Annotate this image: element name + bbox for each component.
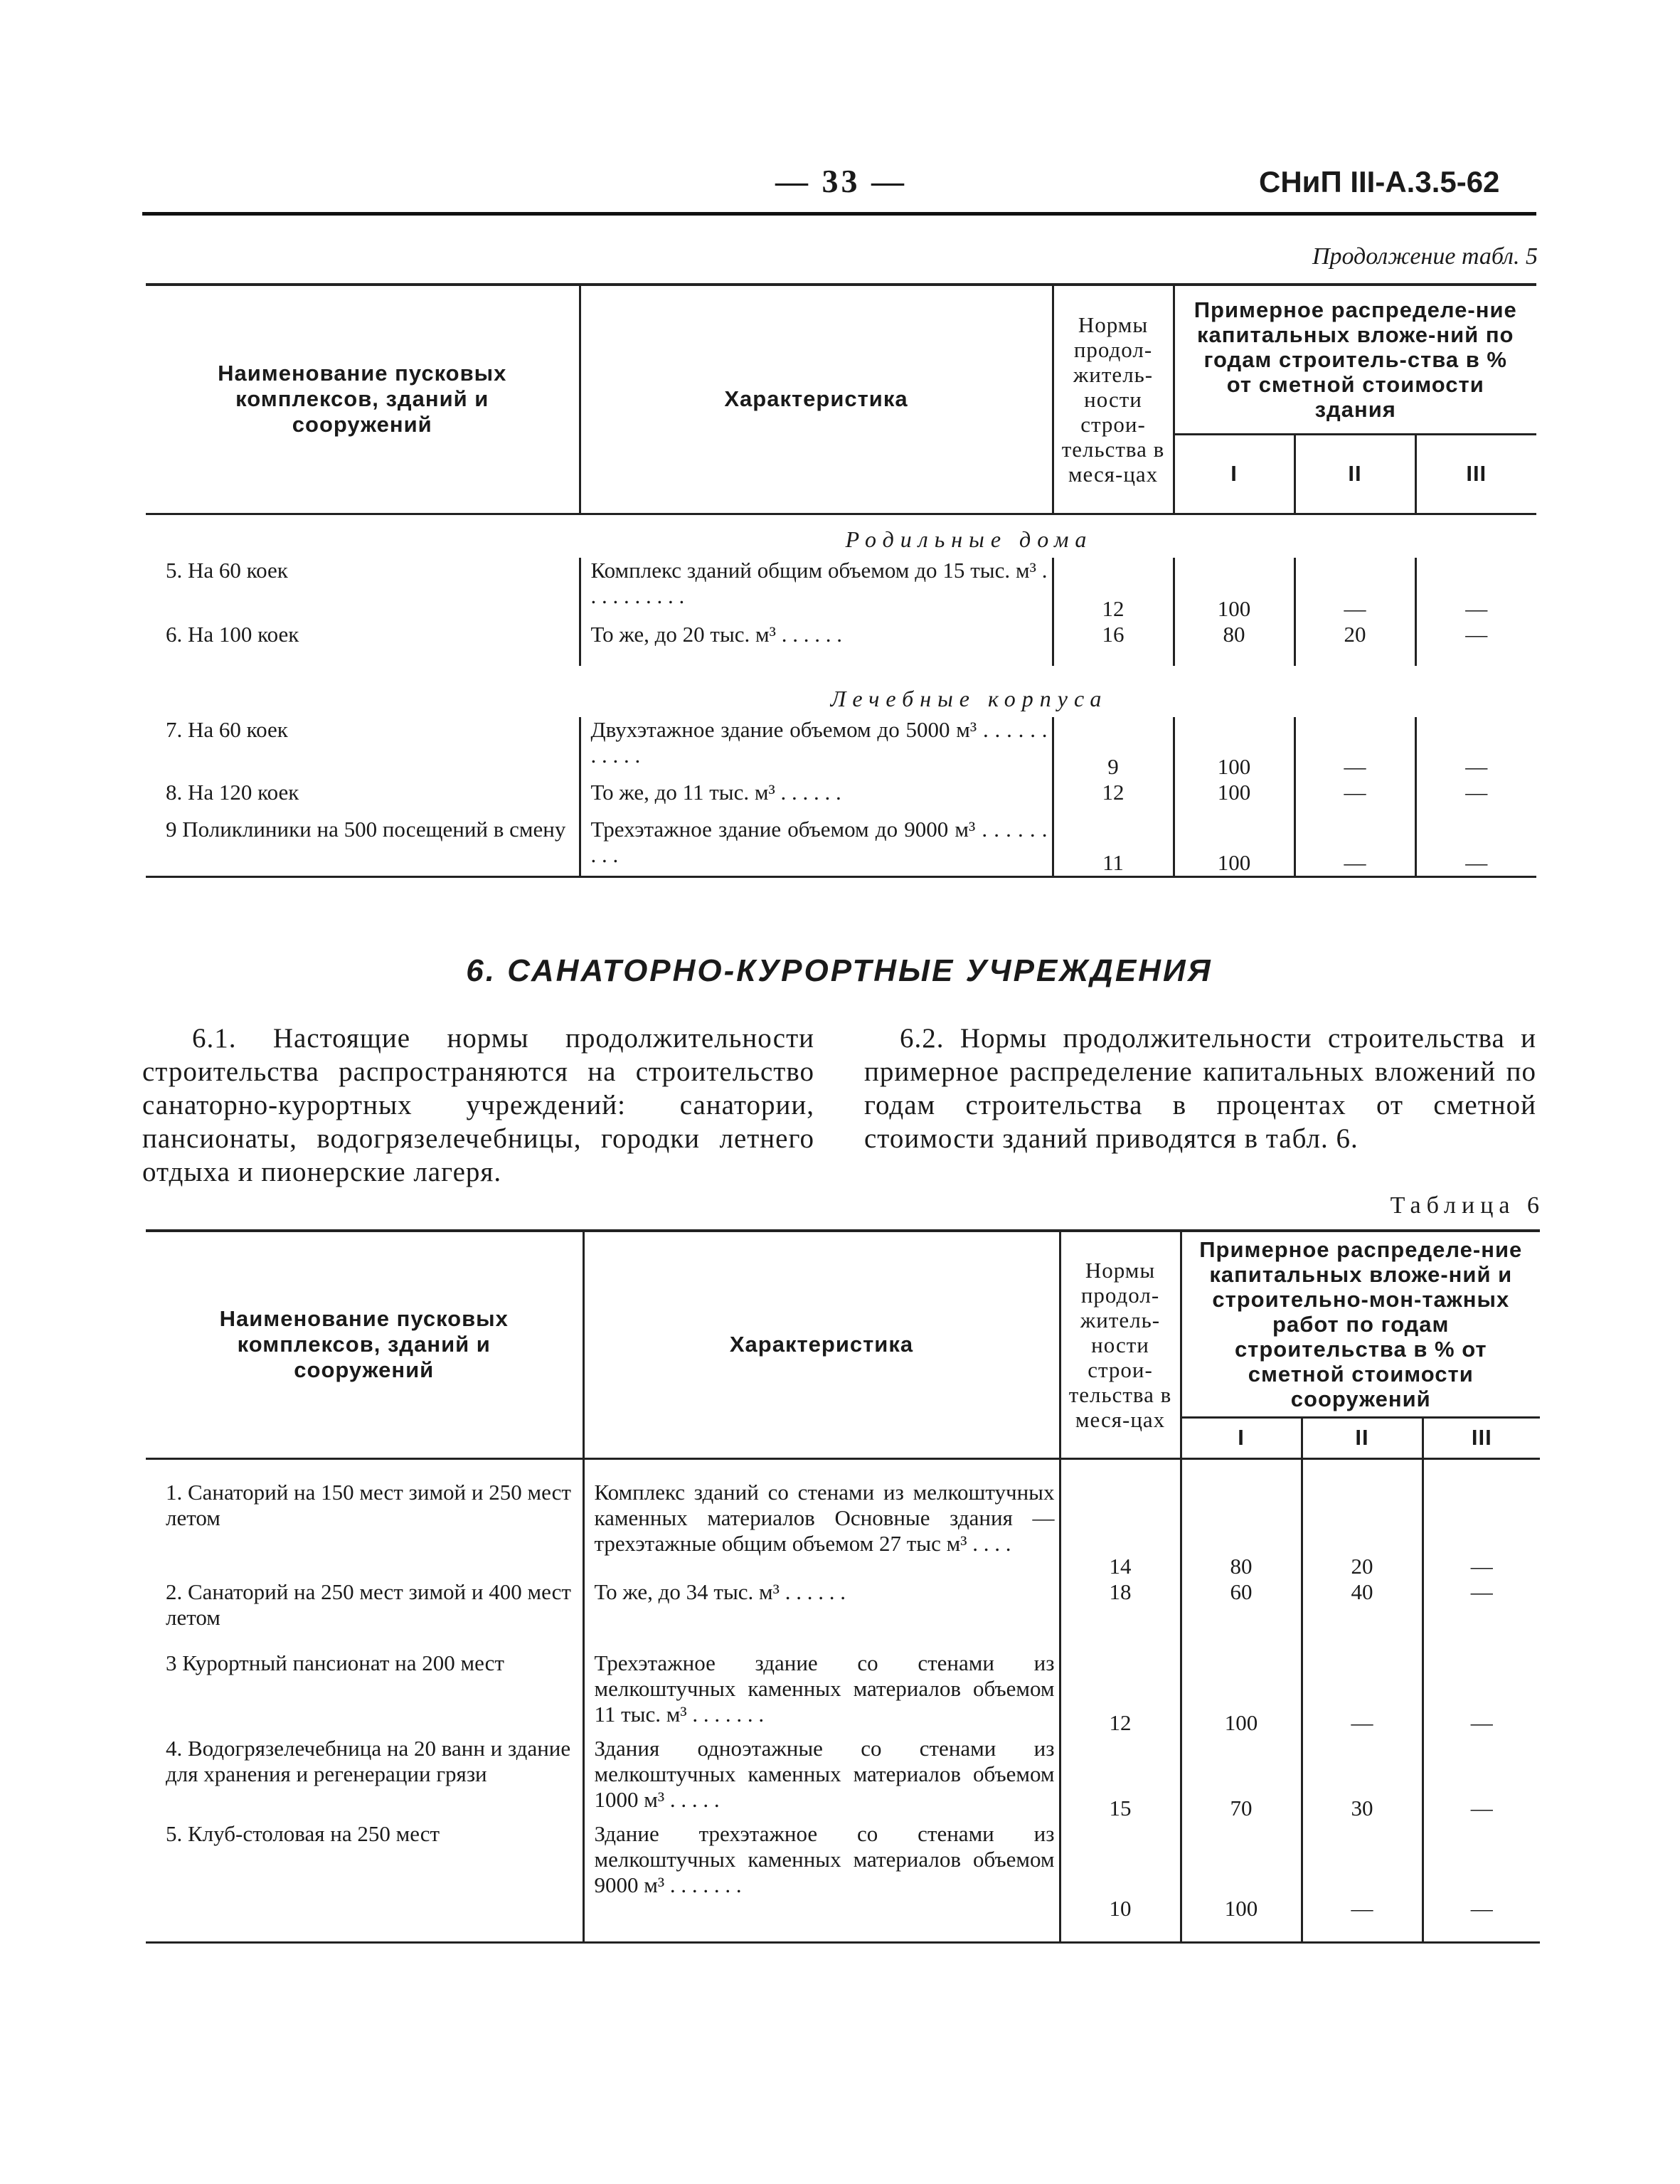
table-row-year1: 100 [1181, 1650, 1302, 1736]
table-row-months: 9 [1053, 717, 1174, 780]
table-row-year3: — [1423, 1458, 1540, 1579]
table6-header-year1: I [1181, 1417, 1302, 1458]
section-heading: 6. САНАТОРНО-КУРОРТНЫЕ УЧРЕЖДЕНИЯ [466, 953, 1213, 988]
table-row-characteristic: То же, до 11 тыс. м³ . . . . . . [580, 780, 1053, 817]
table5-header-year2: II [1294, 434, 1415, 514]
table-6 [146, 1229, 1540, 1944]
table-row-name: 5. На 60 коек [166, 558, 288, 583]
table-continuation-note: Продолжение табл. 5 [1312, 243, 1538, 270]
table-row-months: 18 [1060, 1579, 1181, 1650]
table5-header-name: Наименование пусковых комплексов, зданий и сооружений [146, 285, 580, 514]
table-row-name: 8. На 120 коек [166, 780, 299, 805]
table6-header-year2: II [1302, 1417, 1423, 1458]
table-row-months: 15 [1060, 1736, 1181, 1821]
table6-header-characteristic: Характеристика [583, 1231, 1060, 1458]
table-row-characteristic: Комплекс зданий общим объемом до 15 тыс. м³ . . . . . . . . . . [580, 558, 1053, 622]
table-row-year3: — [1415, 817, 1536, 876]
table6-header-duration: Нормы продол-житель-ности строи-тельства в меся-цах [1060, 1231, 1181, 1458]
table-row-characteristic: Комплекс зданий со стенами из мелкоштучных каменных материалов Основные здания — трехэтажные общим объемом 27 тыс м³ . . . . [583, 1458, 1060, 1579]
table-row-year2: — [1294, 558, 1415, 622]
table-row-characteristic: То же, до 34 тыс. м³ . . . . . . [583, 1579, 1060, 1650]
table-row-year2: — [1294, 780, 1415, 817]
table-row-year1: 100 [1174, 558, 1294, 622]
table-row-name: 2. Санаторий на 250 мест зимой и 400 мест летом [166, 1579, 571, 1630]
table-row-year3: — [1423, 1579, 1540, 1650]
table5-section-title: Лечебные корпуса [830, 686, 1108, 711]
table-row-year2: 30 [1302, 1736, 1423, 1821]
table-row-name: 3 Курортный пансионат на 200 мест [166, 1650, 504, 1675]
table5-header-year1: I [1174, 434, 1294, 514]
table6-header-year3: III [1423, 1417, 1540, 1458]
table6-header-distribution: Примерное распределе-ние капитальных вложе-ний и строительно-мон-тажных работ по годам строительства в % от сметной стоимости сооружений [1181, 1231, 1540, 1417]
table-row-name: 9 Поликлиники на 500 посещений в смену [166, 817, 566, 842]
table-row-months: 10 [1060, 1821, 1181, 1942]
table-row-year1: 100 [1174, 780, 1294, 817]
table-row-characteristic: Трехэтажное здание объемом до 9000 м³ . . . . . . . . . [580, 817, 1053, 876]
table-row-characteristic: Здания одноэтажные со стенами из мелкоштучных каменных материалов объемом 1000 м³ . . . . . [583, 1736, 1060, 1821]
table-row-name: 5. Клуб-столовая на 250 мест [166, 1821, 440, 1846]
table-row-year3: — [1415, 717, 1536, 780]
table-row-year3: — [1423, 1650, 1540, 1736]
table-caption: Таблица 6 [1390, 1192, 1545, 1219]
document-code: СНиП III-А.3.5-62 [1259, 165, 1500, 198]
table-row-year2: — [1302, 1821, 1423, 1942]
table-row-characteristic: Двухэтажное здание объемом до 5000 м³ . . . . . . . . . . . [580, 717, 1053, 780]
table-row-characteristic: Здание трехэтажное со стенами из мелкоштучных каменных материалов объемом 9000 м³ . . . . . . . [583, 1821, 1060, 1942]
table-row-year2: — [1294, 717, 1415, 780]
table6-header-name: Наименование пусковых комплексов, зданий и сооружений [146, 1231, 583, 1458]
table-row-year1: 80 [1174, 622, 1294, 666]
table-row-year3: — [1415, 622, 1536, 666]
table-row-year2: 40 [1302, 1579, 1423, 1650]
table5-header-duration: Нормы продол-житель-ности строи-тельства в меся-цах [1053, 285, 1174, 514]
table-row-year3: — [1415, 780, 1536, 817]
table-row-year1: 100 [1174, 717, 1294, 780]
page-number: — 33 — [775, 163, 907, 199]
table-row-year3: — [1423, 1736, 1540, 1821]
table-row-year1: 100 [1181, 1821, 1302, 1942]
table-row-year2: — [1302, 1650, 1423, 1736]
table-row-year1: 100 [1174, 817, 1294, 876]
table-row-name: 6. На 100 коек [166, 622, 299, 647]
table5-header-distribution: Примерное распределе-ние капитальных вложе-ний по годам строитель-ства в % от сметной стоимости здания [1174, 285, 1536, 434]
table-row-characteristic: То же, до 20 тыс. м³ . . . . . . [580, 622, 1053, 666]
table-row-year1: 80 [1181, 1458, 1302, 1579]
table-row-months: 12 [1053, 558, 1174, 622]
header-rule [142, 212, 1536, 216]
table-row-months: 14 [1060, 1458, 1181, 1579]
table-row-months: 11 [1053, 817, 1174, 876]
table-row-year1: 70 [1181, 1736, 1302, 1821]
table5-header-year3: III [1415, 434, 1536, 514]
table-row-year3: — [1423, 1821, 1540, 1942]
table-row-months: 12 [1053, 780, 1174, 817]
table-row-year3: — [1415, 558, 1536, 622]
table-row-year2: 20 [1294, 622, 1415, 666]
table-5 [146, 283, 1536, 878]
paragraph-6-2: 6.2. Нормы продолжительности строительства и примерное распределение капитальных вложений по годам строительства в процентах от сметной стоимости зданий приводятся в табл. 6. [864, 1023, 1536, 1154]
table-row-year2: — [1294, 817, 1415, 876]
table-row-characteristic: Трехэтажное здание со стенами из мелкоштучных каменных материалов объемом 11 тыс. м³ . . . . . . . [583, 1650, 1060, 1736]
table-row-months: 12 [1060, 1650, 1181, 1736]
table-row-name: 4. Водогрязелечебница на 20 ванн и здание для хранения и регенерации грязи [166, 1736, 571, 1786]
table-row-name: 1. Санаторий на 150 мест зимой и 250 мест летом [166, 1479, 571, 1530]
table-row-name: 7. На 60 коек [166, 717, 288, 742]
paragraph-6-1: 6.1. Настоящие нормы продолжительности строительства распространяются на строительство санаторно-курортных учреждений: санатории, пансионаты, водогрязелечебницы, городки летнего отдыха и пионерские лагеря. [142, 1023, 814, 1187]
table-row-months: 16 [1053, 622, 1174, 666]
table5-section-title: Родильные дома [845, 526, 1093, 552]
table-row-year2: 20 [1302, 1458, 1423, 1579]
table5-header-characteristic: Характеристика [580, 285, 1053, 514]
table-row-year1: 60 [1181, 1579, 1302, 1650]
